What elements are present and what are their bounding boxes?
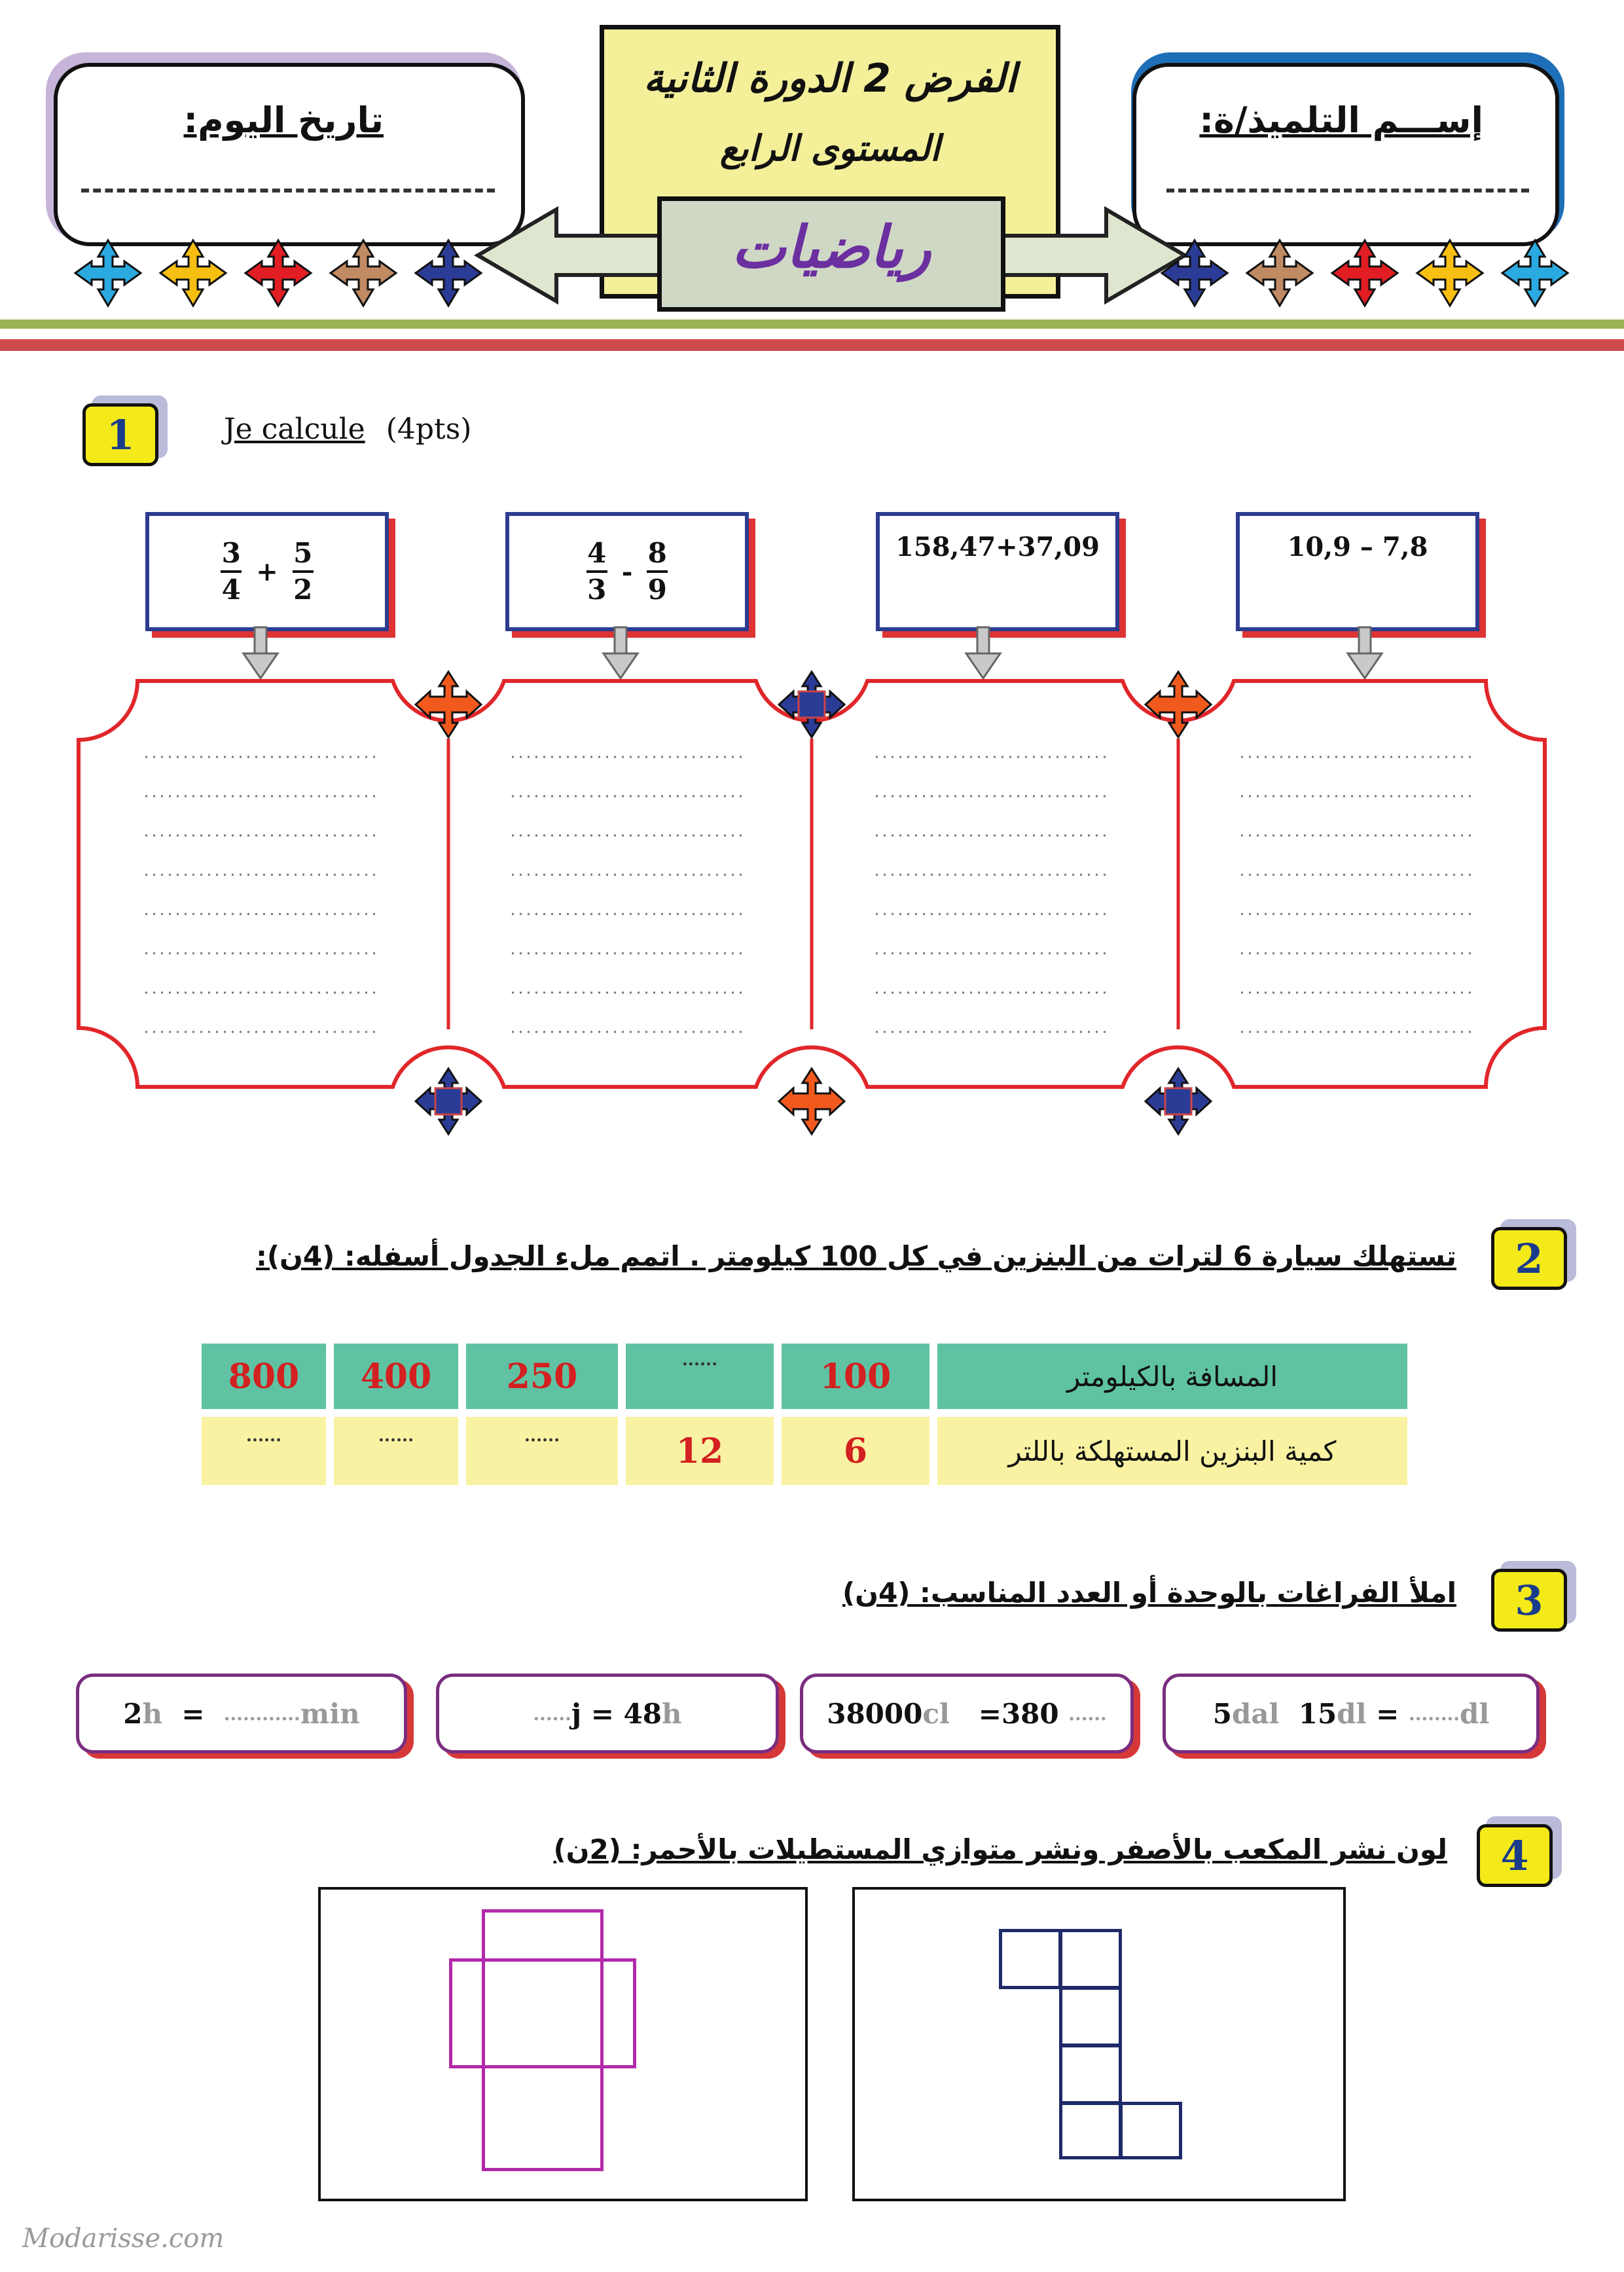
fraction-a: $\frac{3}{4}$: [221, 536, 241, 606]
q3-title: املأ الفراغات بالوحدة أو العدد المناسب: (4ن): [842, 1577, 1456, 1609]
q1-title-text: Je calcule: [224, 412, 365, 446]
down-arrow-icon: [1348, 627, 1382, 678]
conversion-box-4: 5 dal 15 dl = ........ dl: [1163, 1674, 1540, 1753]
down-arrow-icon: [604, 627, 638, 678]
q2-number-badge: 2: [1491, 1227, 1567, 1290]
date-dash-line: [81, 189, 495, 192]
table-cell: 250: [466, 1344, 618, 1409]
op-box-3: [876, 512, 1119, 631]
header: [0, 0, 1624, 367]
op-box-1: [145, 512, 389, 631]
ornament-row-right: [1152, 237, 1584, 322]
name-label: إســـم التلميذ/ة:: [1199, 100, 1483, 141]
net-frame-left: [318, 1887, 808, 2201]
name-dash-line: [1166, 189, 1529, 192]
op-text: 10,9 – 7,8: [1287, 532, 1428, 562]
table-cell: 400: [334, 1344, 458, 1409]
op-box-2: [505, 512, 749, 631]
subject-title: رياضيات: [731, 213, 931, 281]
net-face: [1059, 2044, 1122, 2104]
watermark: Modarisse.com: [22, 2224, 225, 2254]
q2-title: تستهلك سيارة 6 لترات من البنزين في كل 100 كيلومتر . اتمم ملء الجدول أسفله: (4ن):: [256, 1240, 1456, 1272]
q4-title: لون نشر المكعب بالأصفر ونشر متوازي المستطيلات بالأحمر: (2ن): [553, 1833, 1447, 1865]
conversion-box-1: 2 h = ............ min: [76, 1674, 407, 1753]
table-cell: 6: [782, 1417, 929, 1485]
star-ornament-icon: [416, 1069, 481, 1134]
name-box: [1132, 63, 1559, 246]
fraction-a: $\frac{4}{3}$: [587, 536, 607, 606]
op-text: 158,47+37,09: [895, 532, 1100, 562]
table-cell: ......: [626, 1344, 774, 1409]
title-line1: الفرض 2 الدورة الثانية: [643, 56, 1017, 101]
table-cell: 800: [202, 1344, 326, 1409]
net-frame-right: [852, 1887, 1346, 2201]
title-line2: المستوى الرابع: [719, 128, 941, 169]
net-face: [449, 1958, 485, 2068]
green-separator: [0, 320, 1624, 329]
down-arrow-icon: [244, 627, 278, 678]
net-face: [1059, 2102, 1122, 2159]
table-cell: ......: [202, 1417, 326, 1485]
q1-points: (4pts): [386, 412, 472, 446]
conversion-box-3: 38000 cl =380 ......: [800, 1674, 1134, 1753]
net-face: [600, 1958, 636, 2068]
op-sign: -: [621, 556, 633, 587]
net-face: [482, 1909, 604, 1962]
consumption-table: [202, 1344, 1407, 1488]
op-box-4: [1236, 512, 1479, 631]
table-cell: ......: [466, 1417, 618, 1485]
answer-frames: [0, 615, 1624, 1159]
net-face: [999, 1929, 1062, 1989]
row2-label: كمية البنزين المستهلكة باللتر: [937, 1417, 1407, 1485]
date-box: [54, 63, 525, 246]
net-face: [1119, 2102, 1182, 2159]
q4-number-badge: 4: [1477, 1824, 1553, 1887]
table-cell: ......: [334, 1417, 458, 1485]
red-separator: [0, 339, 1624, 351]
fraction-b: $\frac{5}{2}$: [293, 536, 313, 606]
net-face: [1059, 1987, 1122, 2047]
down-arrow-icon: [966, 627, 1000, 678]
conversion-box-2: ...... j = 48 h: [436, 1674, 779, 1753]
fraction-b: $\frac{8}{9}$: [647, 536, 667, 606]
date-label: تاريخ اليوم:: [183, 100, 384, 141]
star-ornament-icon: [75, 240, 141, 306]
star-ornament-icon: [779, 1069, 844, 1134]
row1-label: المسافة بالكيلومتر: [937, 1344, 1407, 1409]
net-face: [482, 1958, 604, 2068]
q1-number-badge: 1: [82, 403, 158, 466]
net-face: [482, 2065, 604, 2171]
q3-number-badge: 3: [1491, 1569, 1567, 1632]
table-cell: 100: [782, 1344, 929, 1409]
op-sign: +: [256, 556, 278, 587]
table-cell: 12: [626, 1417, 774, 1485]
net-face: [1059, 1929, 1122, 1989]
q1-title: [216, 412, 471, 446]
ornament-row-left: [65, 237, 497, 322]
star-ornament-icon: [1146, 1069, 1211, 1134]
